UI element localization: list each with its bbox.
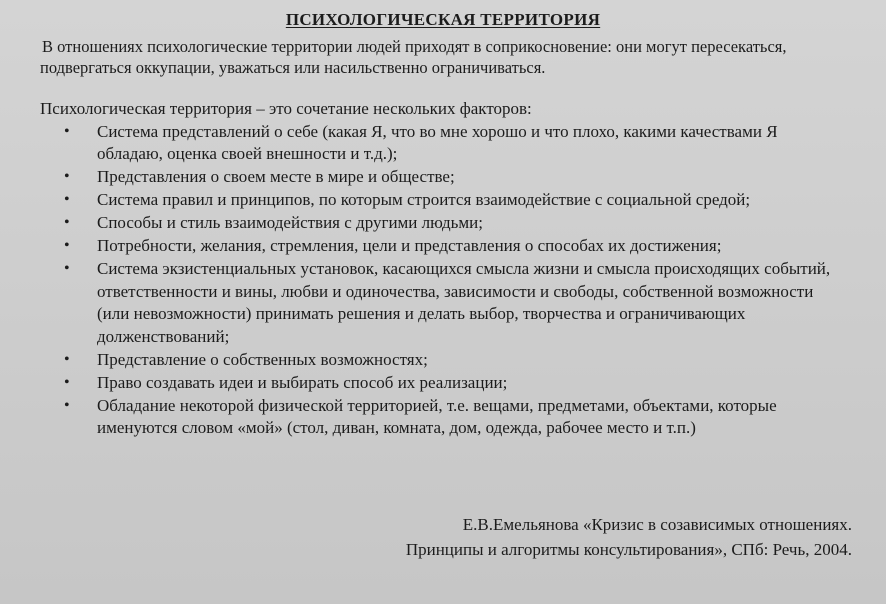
bullet-icon: • <box>64 396 70 414</box>
list-item <box>60 349 840 371</box>
list-item-text: Система правил и принципов, по которым строится взаимодействие с социальной средой; <box>97 190 751 210</box>
bullet-icon: • <box>64 373 70 391</box>
list-item-text: Система представлений о себе (какая Я, что во мне хорошо и что плохо, какими качествами Я обладаю, оценка своей внешности и т.д.); <box>97 122 778 164</box>
list-item-text: Представление о собственных возможностях; <box>97 349 428 369</box>
list-item-text: Потребности, желания, стремления, цели и представления о способах их достижения; <box>97 236 722 256</box>
bullet-icon: • <box>64 260 70 278</box>
list-item-text: Система экзистенциальных установок, касающихся смысла жизни и смысла происходящих событий, ответственности и вины, любви и одиночества, зависимости и свободы, собственной возможности (или невозможности) принимать решения и делать выбор, творчества и ограничивающих долженствований; <box>97 259 831 346</box>
list-item <box>60 121 840 166</box>
list-item <box>60 166 840 188</box>
citation <box>406 512 852 562</box>
list-item-text: Право создавать идеи и выбирать способ их реализации; <box>97 372 508 392</box>
list-item <box>60 189 840 211</box>
list-item-text: Обладание некоторой физической территорией, т.е. вещами, предметами, объектами, которые именуются словом «мой» (стол, диван, комната, дом, одежда, рабочее место и т.п.) <box>97 395 777 438</box>
citation-line: Е.В.Емельянова «Кризис в созависимых отношениях. <box>462 515 852 534</box>
page-title: ПСИХОЛОГИЧЕСКАЯ ТЕРРИТОРИЯ <box>285 10 601 29</box>
factor-list <box>60 121 840 440</box>
intro-paragraph: В отношениях психологические территории людей приходят в соприкосновение: они могут пересекаться, подвергаться оккупации, уважаться или насильственно ограничиваться. <box>40 37 787 77</box>
list-item <box>60 258 840 348</box>
bullet-icon: • <box>64 191 70 209</box>
list-item-text: Способы и стиль взаимодействия с другими людьми; <box>97 213 483 233</box>
bullet-icon: • <box>64 168 70 186</box>
list-item-text: Представления о своем месте в мире и обществе; <box>97 167 455 187</box>
bullet-icon: • <box>64 123 70 140</box>
list-item <box>60 372 840 394</box>
bullet-icon: • <box>64 237 70 255</box>
list-item <box>60 235 840 257</box>
lead-sentence: Психологическая территория – это сочетание нескольких факторов: <box>40 99 532 118</box>
list-item <box>60 212 840 234</box>
list-item <box>60 395 840 440</box>
bullet-icon: • <box>64 214 70 232</box>
bullet-icon: • <box>64 350 70 368</box>
citation-line: Принципы и алгоритмы консультирования», СПб: Речь, 2004. <box>405 540 852 559</box>
